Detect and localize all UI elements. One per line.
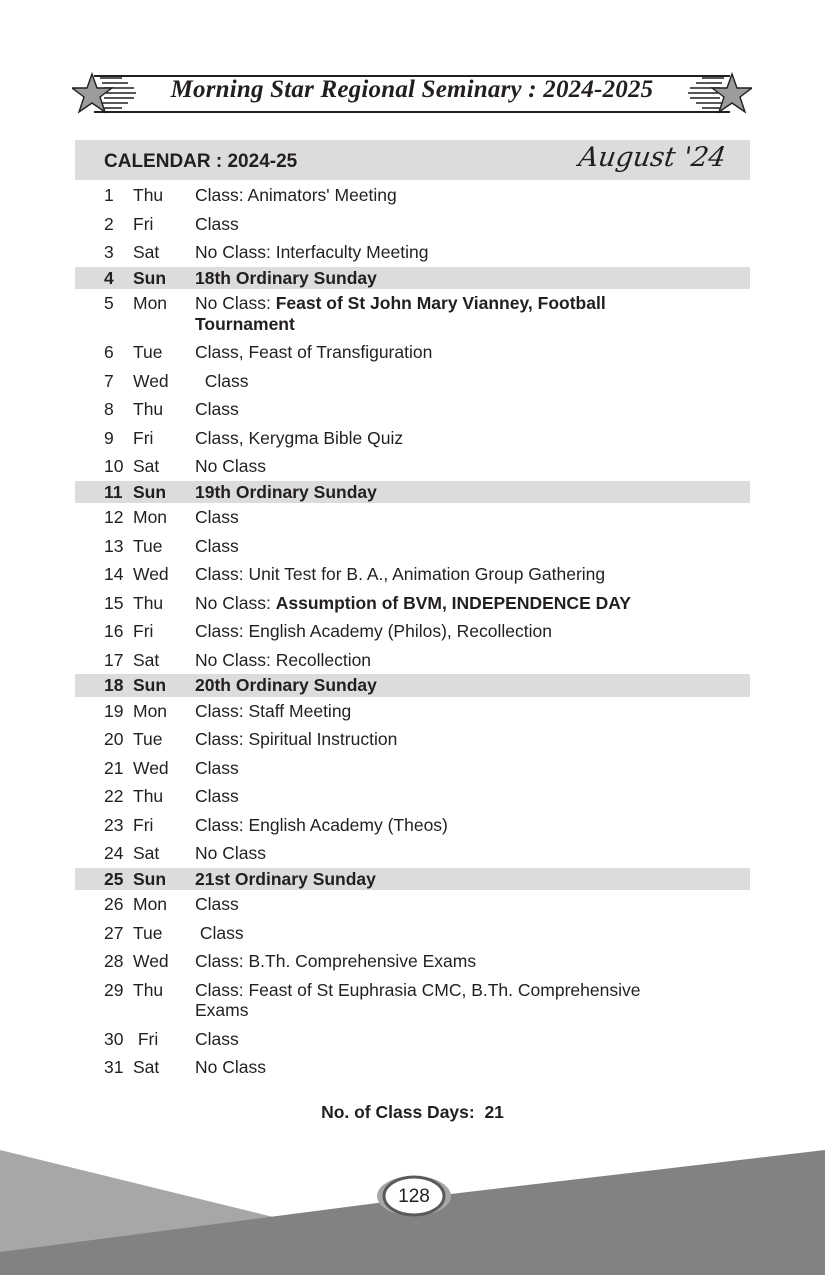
event-text: Class (195, 370, 249, 391)
day-number: 8 (104, 399, 114, 419)
day-number: 18 (104, 675, 124, 695)
table-row (75, 890, 750, 919)
event-text: No Class: (195, 293, 276, 313)
event-description (195, 482, 750, 503)
event-description (195, 758, 750, 779)
day-number: 14 (104, 564, 124, 584)
class-days-value: 21 (484, 1102, 504, 1122)
day-of-week: Tue (133, 342, 163, 362)
seminary-title: Morning Star Regional Seminary : 2024-2025 (170, 76, 654, 103)
event-text: Class (195, 213, 239, 234)
event-text: No Class (195, 843, 266, 863)
day-number: 10 (104, 456, 124, 476)
event-highlight: Feast of St John Mary Vianney, Football Tournament (195, 293, 606, 334)
day-number: 31 (104, 1057, 124, 1077)
event-text: Class (195, 922, 244, 943)
event-description (195, 428, 750, 449)
event-description (195, 786, 750, 807)
day-of-week: Fri (133, 621, 154, 641)
table-row (75, 697, 750, 726)
table-row (75, 424, 750, 453)
day-of-week: Sat (133, 456, 160, 476)
event-text: Class: Feast of St Euphrasia CMC, B.Th. Comprehensive Exams (195, 979, 646, 1020)
page-number: 128 (398, 1186, 430, 1207)
event-description (195, 293, 750, 334)
event-description (195, 951, 750, 972)
day-of-week: Wed (133, 564, 169, 584)
table-row (75, 754, 750, 783)
day-of-week: Sun (133, 675, 167, 695)
table-row (75, 782, 750, 811)
page-banner (72, 72, 752, 116)
event-description (195, 650, 750, 671)
day-of-week: Fri (133, 213, 154, 234)
day-number: 4 (104, 267, 114, 288)
table-row (75, 919, 750, 948)
day-of-week: Sat (133, 242, 160, 262)
event-text: Class (195, 894, 239, 914)
day-number: 2 (104, 213, 114, 234)
event-description (195, 894, 750, 915)
day-number: 5 (104, 293, 114, 313)
event-text: 20th Ordinary Sunday (195, 675, 377, 695)
day-of-week: Thu (133, 399, 164, 419)
table-row (75, 589, 750, 618)
event-description (195, 371, 750, 392)
event-text: No Class: Interfaculty Meeting (195, 242, 429, 262)
event-description (195, 242, 750, 263)
day-of-week: Tue (133, 729, 163, 749)
day-of-week: Tue (133, 922, 163, 943)
event-text: Class (195, 1028, 239, 1049)
day-number: 16 (104, 621, 124, 641)
day-number: 29 (104, 979, 124, 1000)
event-text: Class (195, 507, 239, 527)
event-text: No Class: Recollection (195, 649, 372, 670)
day-of-week: Mon (133, 507, 168, 527)
event-description (195, 869, 750, 890)
day-number: 15 (104, 592, 124, 613)
event-description (195, 456, 750, 477)
table-row (75, 811, 750, 840)
sunday-row (75, 267, 750, 290)
day-of-week: Sun (133, 868, 167, 889)
event-description (195, 729, 750, 750)
table-row (75, 1053, 750, 1082)
table-row (75, 725, 750, 754)
table-row (75, 395, 750, 424)
event-text: 18th Ordinary Sunday (195, 267, 377, 288)
event-text: Class: Unit Test for B. A., Animation Group Gathering (195, 564, 606, 584)
day-number: 27 (104, 922, 124, 943)
event-text: No Class (195, 1057, 266, 1077)
event-description (195, 701, 750, 722)
day-number: 30 (104, 1028, 124, 1049)
day-of-week: Wed (133, 370, 169, 391)
event-description (195, 1029, 750, 1050)
day-of-week: Wed (133, 757, 169, 778)
event-description (195, 342, 750, 363)
day-number: 26 (104, 894, 124, 914)
day-number: 3 (104, 242, 114, 262)
event-description (195, 1057, 750, 1078)
day-number: 20 (104, 729, 124, 749)
table-row (75, 503, 750, 532)
event-text: Class: Spiritual Instruction (195, 729, 398, 749)
day-number: 1 (104, 185, 114, 205)
day-number: 13 (104, 535, 124, 556)
day-of-week: Thu (133, 592, 164, 613)
event-text: Class: Animators' Meeting (195, 185, 397, 205)
table-row (75, 646, 750, 675)
event-text: Class: Staff Meeting (195, 700, 352, 721)
table-row (75, 839, 750, 868)
event-description (195, 980, 750, 1021)
day-number: 9 (104, 427, 114, 448)
table-row (75, 338, 750, 367)
event-description (195, 399, 750, 420)
day-of-week: Sat (133, 843, 160, 863)
day-number: 22 (104, 786, 124, 806)
day-number: 19 (104, 700, 124, 721)
day-of-week: Mon (133, 894, 168, 914)
event-description (195, 564, 750, 585)
day-number: 7 (104, 370, 114, 391)
event-description (195, 923, 750, 944)
table-row (75, 210, 750, 239)
class-days-label: No. of Class Days: (321, 1102, 475, 1122)
day-of-week: Sat (133, 1057, 160, 1077)
event-description (195, 268, 750, 289)
table-row (75, 452, 750, 481)
event-text: Class: English Academy (Theos) (195, 814, 448, 835)
calendar-table (75, 181, 750, 1082)
day-number: 21 (104, 757, 124, 778)
event-text: No Class (195, 456, 266, 476)
table-row (75, 532, 750, 561)
table-row (75, 181, 750, 210)
table-row (75, 289, 750, 338)
day-of-week: Mon (133, 700, 168, 721)
event-description (195, 593, 750, 614)
event-text: No Class: (195, 592, 276, 613)
event-text: Class: B.Th. Comprehensive Exams (195, 951, 477, 971)
day-of-week: Mon (133, 293, 168, 313)
event-description (195, 536, 750, 557)
table-row (75, 617, 750, 646)
event-description (195, 843, 750, 864)
day-number: 12 (104, 507, 124, 527)
event-description (195, 675, 750, 696)
event-description (195, 815, 750, 836)
calendar-header (75, 140, 750, 180)
day-number: 28 (104, 951, 124, 971)
day-of-week: Sun (133, 481, 167, 502)
class-days-summary (0, 1102, 825, 1123)
table-row (75, 1025, 750, 1054)
table-row (75, 367, 750, 396)
day-number: 24 (104, 843, 124, 863)
day-of-week: Fri (133, 427, 154, 448)
day-number: 11 (104, 481, 123, 502)
event-text: Class (195, 535, 239, 556)
event-text: Class (195, 757, 239, 778)
day-of-week: Wed (133, 951, 169, 971)
sunday-row (75, 674, 750, 697)
sunday-row (75, 481, 750, 504)
event-description (195, 507, 750, 528)
day-of-week: Sat (133, 649, 160, 670)
event-text: 19th Ordinary Sunday (195, 481, 377, 502)
day-of-week: Tue (133, 535, 163, 556)
table-row (75, 947, 750, 976)
day-of-week: Thu (133, 786, 164, 806)
event-description (195, 621, 750, 642)
event-text: Class, Kerygma Bible Quiz (195, 427, 404, 448)
day-of-week: Thu (133, 185, 164, 205)
event-highlight: Assumption of BVM, INDEPENDENCE DAY (275, 592, 631, 613)
day-of-week: Fri (133, 1028, 159, 1049)
day-number: 23 (104, 814, 124, 835)
table-row (75, 238, 750, 267)
day-of-week: Fri (133, 814, 154, 835)
event-text: Class (195, 399, 239, 419)
calendar-title: CALENDAR : 2024-25 (104, 151, 298, 172)
month-title: August '24 (577, 142, 729, 173)
event-description (195, 185, 750, 206)
event-text: Class (195, 786, 239, 806)
day-of-week: Thu (133, 979, 164, 1000)
table-row (75, 976, 750, 1025)
event-text: Class: English Academy (Philos), Recollection (195, 621, 552, 641)
day-number: 6 (104, 342, 114, 362)
day-of-week: Sun (133, 267, 167, 288)
sunday-row (75, 868, 750, 891)
event-description (195, 214, 750, 235)
day-number: 17 (104, 649, 124, 670)
day-number: 25 (104, 868, 124, 889)
event-text: Class, Feast of Transfiguration (195, 342, 433, 362)
event-text: 21st Ordinary Sunday (195, 868, 376, 889)
table-row (75, 560, 750, 589)
